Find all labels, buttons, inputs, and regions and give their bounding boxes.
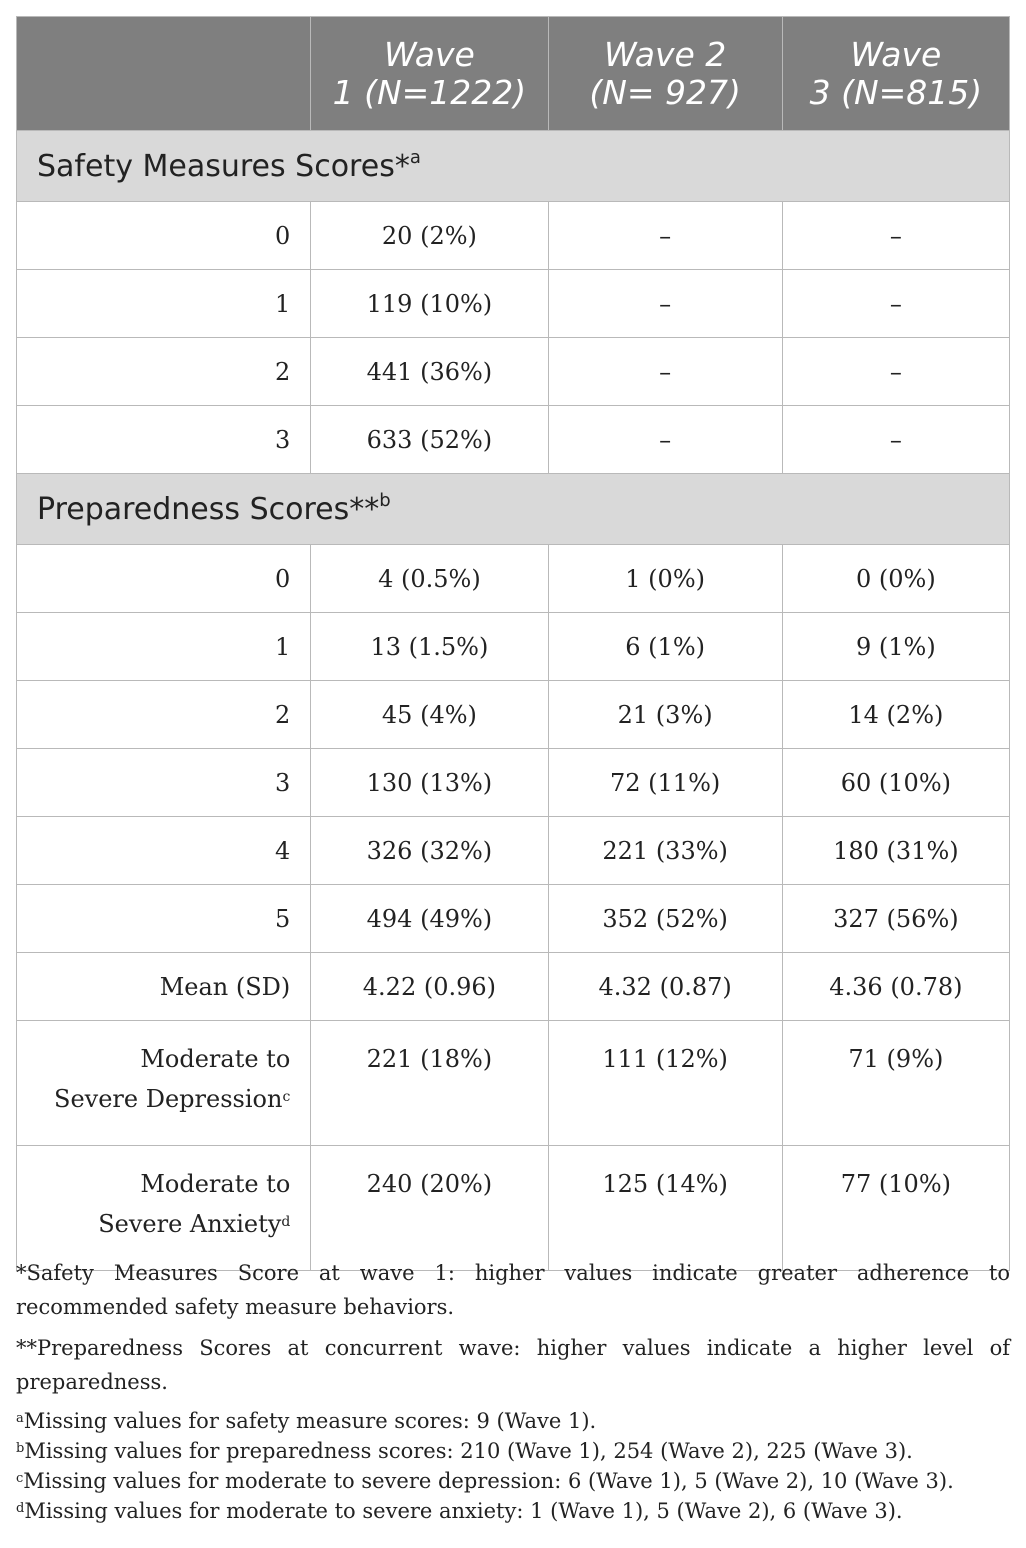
wave3-cell: 327 (56%) xyxy=(782,885,1009,953)
section-title-safety-sup: a xyxy=(409,146,421,168)
row-label: 2 xyxy=(17,681,311,749)
header-wave2-line2: (N= 927) xyxy=(589,72,741,112)
wave1-cell: 20 (2%) xyxy=(311,202,548,270)
table-row xyxy=(17,817,1010,885)
row-label: 0 xyxy=(17,202,311,270)
table-row-mean xyxy=(17,953,1010,1021)
row-label: 5 xyxy=(17,885,311,953)
table-row xyxy=(17,613,1010,681)
wave2-cell: 221 (33%) xyxy=(548,817,782,885)
table-row xyxy=(17,406,1010,474)
row-label: Mean (SD) xyxy=(17,953,311,1021)
footnote-d-text: Missing values for moderate to severe anxiety: 1 (Wave 1), 5 (Wave 2), 6 (Wave 3). xyxy=(24,1499,903,1523)
wave1-cell: 13 (1.5%) xyxy=(311,613,548,681)
wave2-cell: – xyxy=(548,202,782,270)
footnote-c-sup: c xyxy=(16,1471,24,1486)
footnote-c-text: Missing values for moderate to severe depression: 6 (Wave 1), 5 (Wave 2), 10 (Wave 3). xyxy=(23,1469,954,1493)
wave3-cell: – xyxy=(782,406,1009,474)
row-label: 2 xyxy=(17,338,311,406)
wave2-cell: 125 (14%) xyxy=(548,1146,782,1271)
section-row-safety xyxy=(17,131,1010,202)
table-row xyxy=(17,545,1010,613)
row-label-anxiety xyxy=(17,1146,311,1271)
section-title-safety-text: Safety Measures Scores* xyxy=(37,148,410,184)
footnote-b-text: Missing values for preparedness scores: 210 (Wave 1), 254 (Wave 2), 225 (Wave 3). xyxy=(24,1439,913,1463)
row-label: 3 xyxy=(17,406,311,474)
footnote-d xyxy=(16,1496,1010,1526)
section-title-preparedness xyxy=(17,474,1010,545)
footnote-a xyxy=(16,1406,1010,1436)
wave1-cell: 494 (49%) xyxy=(311,885,548,953)
wave1-cell: 4 (0.5%) xyxy=(311,545,548,613)
footnote-d-sup: d xyxy=(16,1501,25,1516)
footnote-a-sup: a xyxy=(16,1411,24,1426)
wave3-cell: 14 (2%) xyxy=(782,681,1009,749)
depression-label-line1: Moderate to xyxy=(140,1045,291,1073)
wave3-cell: 180 (31%) xyxy=(782,817,1009,885)
wave1-cell: 441 (36%) xyxy=(311,338,548,406)
wave3-cell: 60 (10%) xyxy=(782,749,1009,817)
section-title-preparedness-text: Preparedness Scores** xyxy=(37,491,380,527)
header-wave2 xyxy=(548,17,782,131)
wave3-cell: 4.36 (0.78) xyxy=(782,953,1009,1021)
wave2-cell: 111 (12%) xyxy=(548,1021,782,1146)
row-label-depression xyxy=(17,1021,311,1146)
footnote-preparedness: **Preparedness Scores at concurrent wave: higher values indicate a higher level of preparedness. xyxy=(16,1336,1010,1394)
row-label: 1 xyxy=(17,270,311,338)
wave3-cell: – xyxy=(782,338,1009,406)
wave2-cell: – xyxy=(548,338,782,406)
header-wave3 xyxy=(782,17,1009,131)
wave1-cell: 240 (20%) xyxy=(311,1146,548,1271)
footnote-b-sup: b xyxy=(16,1441,25,1456)
footnote-c xyxy=(16,1466,1010,1496)
depression-label-sup: c xyxy=(282,1089,291,1105)
table-row xyxy=(17,749,1010,817)
section-row-preparedness xyxy=(17,474,1010,545)
anxiety-label-line1: Moderate to xyxy=(140,1170,291,1198)
header-wave1-line1: Wave xyxy=(383,34,475,74)
row-label: 1 xyxy=(17,613,311,681)
anxiety-label-sup: d xyxy=(281,1214,291,1230)
wave3-cell: 0 (0%) xyxy=(782,545,1009,613)
wave3-cell: – xyxy=(782,270,1009,338)
header-blank-cell xyxy=(17,17,311,131)
table-row xyxy=(17,202,1010,270)
wave2-cell: 72 (11%) xyxy=(548,749,782,817)
table-row-anxiety xyxy=(17,1146,1010,1271)
wave2-cell: 352 (52%) xyxy=(548,885,782,953)
results-table xyxy=(16,16,1010,1271)
footnote-b xyxy=(16,1436,1010,1466)
wave1-cell: 326 (32%) xyxy=(311,817,548,885)
row-label: 3 xyxy=(17,749,311,817)
wave2-cell: 6 (1%) xyxy=(548,613,782,681)
header-wave3-line1: Wave xyxy=(850,34,942,74)
wave1-cell: 130 (13%) xyxy=(311,749,548,817)
depression-label-line2: Severe Depression xyxy=(54,1085,283,1113)
wave1-cell: 633 (52%) xyxy=(311,406,548,474)
wave3-cell: 71 (9%) xyxy=(782,1021,1009,1146)
row-label: 4 xyxy=(17,817,311,885)
wave2-cell: 1 (0%) xyxy=(548,545,782,613)
section-title-safety xyxy=(17,131,1010,202)
wave3-cell: 9 (1%) xyxy=(782,613,1009,681)
header-wave1-line2: 1 (N=1222) xyxy=(332,72,527,112)
table-row xyxy=(17,885,1010,953)
wave2-cell: 21 (3%) xyxy=(548,681,782,749)
table-row xyxy=(17,338,1010,406)
row-label: 0 xyxy=(17,545,311,613)
wave3-cell: – xyxy=(782,202,1009,270)
table-row-depression xyxy=(17,1021,1010,1146)
table-row xyxy=(17,270,1010,338)
wave1-cell: 45 (4%) xyxy=(311,681,548,749)
header-wave2-line1: Wave 2 xyxy=(603,34,727,74)
wave1-cell: 119 (10%) xyxy=(311,270,548,338)
wave3-cell: 77 (10%) xyxy=(782,1146,1009,1271)
footnote-a-text: Missing values for safety measure scores: 9 (Wave 1). xyxy=(23,1409,597,1433)
table-footnotes xyxy=(16,1256,1010,1526)
table-row xyxy=(17,681,1010,749)
table-header-row xyxy=(17,17,1010,131)
results-table-container xyxy=(16,16,1010,1271)
wave2-cell: – xyxy=(548,270,782,338)
section-title-preparedness-sup: b xyxy=(379,489,391,511)
wave2-cell: 4.32 (0.87) xyxy=(548,953,782,1021)
header-wave3-line2: 3 (N=815) xyxy=(809,72,983,112)
footnote-safety: *Safety Measures Score at wave 1: higher values indicate greater adherence to recommended safety measure behaviors. xyxy=(16,1261,1010,1319)
wave2-cell: – xyxy=(548,406,782,474)
header-wave1 xyxy=(311,17,548,131)
wave1-cell: 4.22 (0.96) xyxy=(311,953,548,1021)
wave1-cell: 221 (18%) xyxy=(311,1021,548,1146)
anxiety-label-line2: Severe Anxiety xyxy=(98,1210,282,1238)
